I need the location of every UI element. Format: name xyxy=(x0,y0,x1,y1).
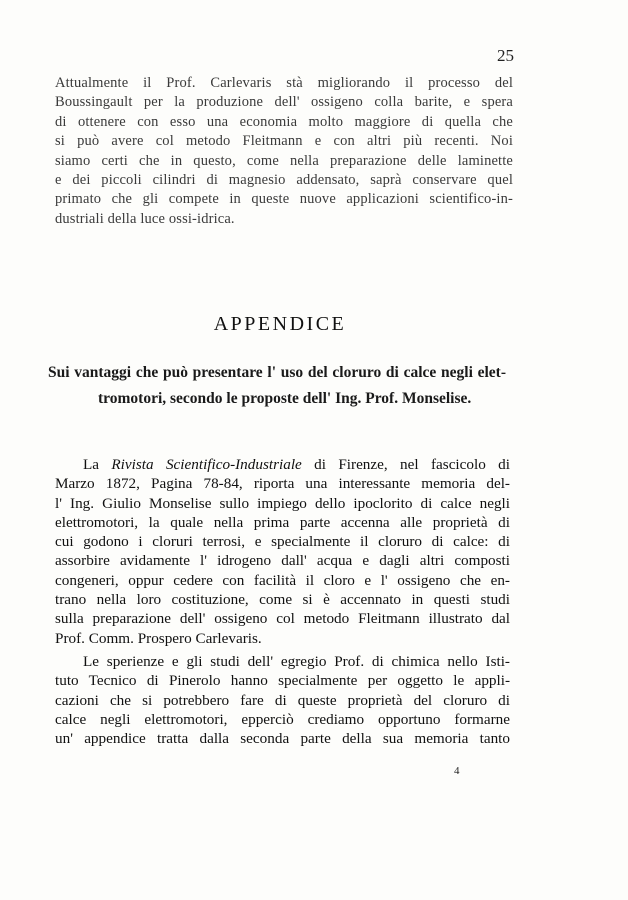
text-line: primato che gli compete in queste nuove applicazioni scientifico-in- xyxy=(55,191,513,208)
text-line: assorbire avidamente l' idrogeno dall' acqua e dagli altri composti xyxy=(55,552,510,570)
text-line: calce negli elettromotori, epperciò crediamo opportuno formarne xyxy=(55,710,510,728)
text-line: Le sperienze e gli studi dell' egregio Prof. di chimica nello Isti- xyxy=(83,652,510,670)
text-line: Boussingault per la produzione dell' ossigeno colla barite, e spera xyxy=(55,94,513,111)
appendix-subtitle xyxy=(48,360,506,412)
text-line: elettromotori, la quale nella prima parte accenna alle proprietà di xyxy=(55,513,510,531)
text-line: sulla preparazione dell' ossigeno col metodo Fleitmann illustrato dal xyxy=(55,610,510,628)
closing-paragraph xyxy=(55,74,513,229)
text-span: La xyxy=(83,456,112,473)
text-line: siamo certi che in questo, come nella preparazione delle laminette xyxy=(55,152,513,169)
text-line: un' appendice tratta dalla seconda parte della sua memoria tanto xyxy=(55,730,510,748)
page-number: 25 xyxy=(497,46,514,65)
text-line: e dei piccoli cilindri di magnesio addensato, saprà conservare quel xyxy=(55,172,513,189)
text-line: di ottenere con esso una economia molto maggiore di quella che xyxy=(55,113,513,130)
text-span: di Firenze, nel fascicolo di xyxy=(301,456,510,473)
text-line: trano nella loro costituzione, come si è accennato in questi studi xyxy=(55,591,510,609)
appendix-title: APPENDICE xyxy=(213,313,347,335)
journal-title: Rivista Scientifico-Industriale xyxy=(111,456,302,473)
text-line: tuto Tecnico di Pinerolo hanno specialmente per oggetto le appli- xyxy=(55,672,510,690)
text-line: Marzo 1872, Pagina 78-84, riporta una interessante memoria del- xyxy=(55,475,510,493)
subtitle-line: tromotori, secondo le proposte dell' Ing. Prof. Monselise. xyxy=(98,390,472,407)
text-line: Prof. Comm. Prospero Carlevaris. xyxy=(55,629,262,647)
text-line: l' Ing. Giulio Monselise sullo impiego dello ipoclorito di calce negli xyxy=(55,494,510,512)
text-line: cui godono i cloruri terrosi, e specialmente il cloruro di calce: di xyxy=(55,533,510,551)
text-line xyxy=(55,455,510,474)
text-line: dustriali della luce ossi-idrica. xyxy=(55,210,235,227)
body-text xyxy=(55,455,510,748)
text-line: Attualmente il Prof. Carlevaris stà migliorando il processo del xyxy=(55,75,513,91)
text-line: congeneri, oppur cedere con facilità il cloro e l' ossigeno che en- xyxy=(55,571,510,589)
subtitle-line: Sui vantaggi che può presentare l' uso del cloruro di calce negli elet- xyxy=(48,364,506,381)
text-line: cazioni che si potrebbero fare di queste proprietà del cloruro di xyxy=(55,691,510,709)
text-line: si può avere col metodo Fleitmann e con altri più recenti. Noi xyxy=(55,133,513,150)
signature-mark: 4 xyxy=(454,765,460,777)
